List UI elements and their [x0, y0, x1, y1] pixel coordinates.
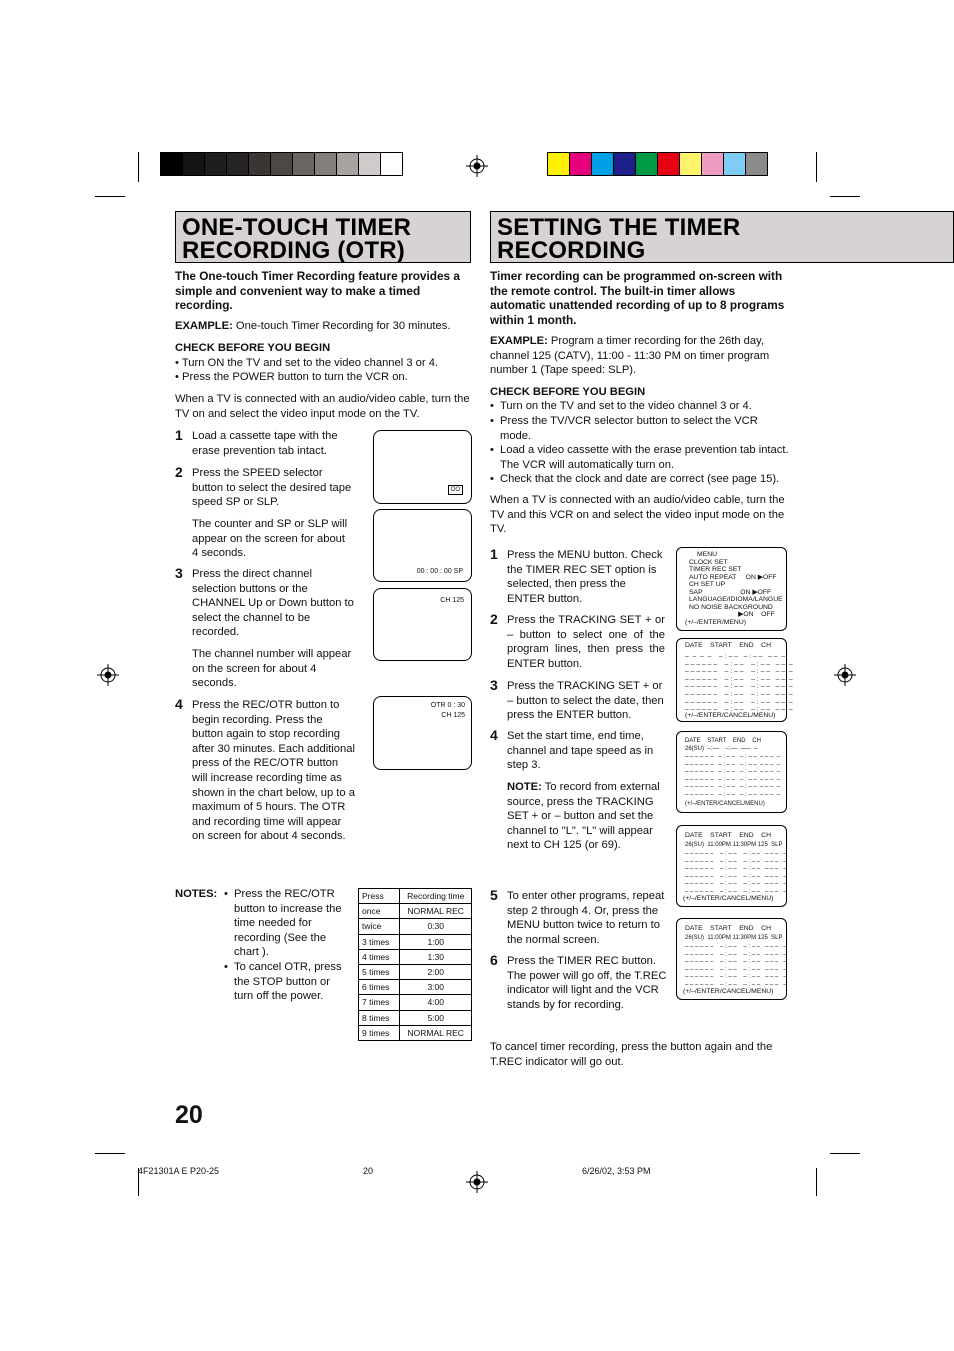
registration-mark-icon: [466, 1171, 488, 1193]
list-header: DATE START END CH: [685, 925, 771, 932]
list-footer: (+/–/ENTER/CANCEL/MENU): [683, 895, 774, 902]
crop-mark: [816, 152, 817, 182]
color-swatch: [658, 153, 680, 175]
crop-mark: [138, 152, 139, 182]
color-swatch: [636, 153, 658, 175]
step-number: 4: [175, 696, 183, 712]
menu-title: MENU: [697, 551, 718, 558]
gray-swatch: [315, 153, 337, 175]
list-header: DATE START END CH: [685, 738, 761, 744]
otr-title-line1: ONE-TOUCH TIMER: [182, 214, 412, 241]
otr-av-note: When a TV is connected with an audio/video cable, turn the TV on and select the video input mode on the TV.: [175, 393, 470, 420]
timer-check-item: • Press the TV/VCR selector button to select the VCR mode.: [490, 415, 758, 442]
otr-example: EXAMPLE: One-touch Timer Recording for 30 minutes.: [175, 320, 451, 332]
list-row: 26(SU) 11:00PM 11:30PM 125 SLP: [685, 935, 783, 941]
gray-swatch: [381, 153, 402, 175]
color-swatch: [702, 153, 724, 175]
timer-example: EXAMPLE: Program a timer recording for the 26th day, channel 125 (CATV), 11:00 - 11:30 PM on timer program number 1 (Tape speed: SLP).: [490, 335, 770, 377]
tv-screen-timer-list-3: [676, 731, 787, 813]
table-row: twice 0:30: [359, 919, 472, 934]
step-number: 1: [175, 427, 183, 443]
color-bar: [547, 152, 768, 176]
menu-footer: (+/–/ENTER/MENU): [685, 619, 746, 626]
gray-swatch: [271, 153, 293, 175]
timer-step-6: Press the TIMER REC button. The power will go off, the T.REC indicator will light and the VCR stands by for recording.: [507, 955, 667, 1011]
tv-screen-channel: [373, 588, 472, 661]
gray-swatch: [249, 153, 271, 175]
timer-step-4: Set the start time, end time, channel and tape speed as in step 3.: [507, 730, 654, 772]
otr-readout: OTR 0 : 30: [430, 702, 465, 709]
crop-mark: [830, 196, 860, 197]
timer-step-3: Press the TRACKING SET + or – button to select the date, then press the ENTER button.: [507, 680, 664, 722]
list-rows: – – – – – : – – – : – – – – – – – – – – – – : – – – : – – – – – – – – – – – – : – – – : – – – – – – – – – – – – : – – – : – – – – – – – – – – – – : – – – : – – – – – – – – – – – – : – – – : – – – – – – – – – – – – : – – – : – – – – – – – – – – – – : – – – : – – – – –: [685, 653, 793, 714]
step-number: 3: [175, 565, 183, 581]
timer-title-line2: RECORDING: [497, 237, 646, 264]
otr-step-3-note: The channel number will appear on the screen for about 4 seconds.: [192, 648, 352, 690]
timer-av-note: When a TV is connected with an audio/video cable, turn the TV and this VCR on and select the video input mode on the TV.: [490, 494, 785, 536]
menu-item: CLOCK SET: [689, 559, 728, 566]
color-swatch: [724, 153, 746, 175]
otr-chart-table: [358, 888, 472, 1041]
table-row: 6 times 3:00: [359, 980, 472, 995]
gray-swatch: [227, 153, 249, 175]
step-number: 5: [490, 887, 498, 903]
footer-date: 6/26/02, 3:53 PM: [582, 1166, 651, 1176]
table-row: once NORMAL REC: [359, 904, 472, 919]
timer-step-5: To enter other programs, repeat step 2 through 4. Or, press the MENU button twice to return to the normal screen.: [507, 890, 665, 946]
table-row: 4 times 1:30: [359, 949, 472, 964]
step-number: 2: [175, 464, 183, 480]
tv-screen-otr: [373, 696, 472, 770]
table-row: 7 times 4:00: [359, 995, 472, 1010]
timer-note: NOTE: To record from external source, press the TRACKING SET + or – button and set the channel to "L". "L" will appear next to CH 125 (or 69).: [507, 781, 660, 852]
timer-check-heading: CHECK BEFORE YOU BEGIN: [490, 386, 646, 398]
timer-intro: Timer recording can be programmed on-screen with the remote control. The built-in timer allows automatic unattended recording of up to 8 programs within 1 month.: [490, 269, 785, 327]
timer-title-line1: SETTING THE TIMER: [497, 214, 741, 241]
color-swatch: [680, 153, 702, 175]
note-item: • To cancel OTR, press the STOP button or turn off the power.: [224, 961, 342, 1003]
tv-screen-counter: [373, 509, 472, 582]
color-swatch: [548, 153, 570, 175]
gray-swatch: [359, 153, 381, 175]
tv-screen-timer-list-4: [676, 825, 787, 907]
footer-file: 4F21301A E P20-25: [138, 1166, 220, 1176]
timer-cancel-note: To cancel timer recording, press the button again and the T.REC indicator will go out.: [490, 1041, 773, 1068]
step-number: 3: [490, 677, 498, 693]
otr-title-line2: RECORDING (OTR): [182, 237, 405, 264]
table-row: 8 times 5:00: [359, 1010, 472, 1025]
table-header-cell: Recording time: [400, 889, 472, 904]
step-number: 1: [490, 546, 498, 562]
color-swatch: [746, 153, 767, 175]
list-rows: – – – – – – – : – – – : – – – – – – – – – – – – – : – – – : – – – – – – – – – – – – – : – – – : – – – – – – – – – – – – – : – – – : – – – – – – – – – – – – – : – – – : – – – – – – – – – – – – – : – – – : – – – – – –: [685, 944, 787, 988]
timer-step-2: Press the TRACKING SET + or – button to select one of the program lines, then press the ENTER button.: [507, 614, 665, 670]
color-swatch: [592, 153, 614, 175]
menu-item: TIMER REC SET: [689, 566, 742, 573]
timer-check-item: • Load a video cassette with the erase prevention tab intact. The VCR will automatically turn on.: [490, 444, 789, 471]
registration-mark-icon: [834, 664, 856, 686]
menu-item: ▶ON OFF: [689, 611, 775, 618]
otr-check-item: • Press the POWER button to turn the VCR on.: [175, 371, 408, 383]
registration-mark-icon: [466, 155, 488, 177]
gray-scale-bar: [160, 152, 403, 176]
list-footer: (+/–/ENTER/CANCEL/MENU): [683, 988, 774, 995]
otr-step-4: Press the REC/OTR button to begin recording. Press the button again to stop recording after 30 minutes. Each additional press of the REC/OTR button will increase recording time as shown in the chart below, up to a maximum of 5 hours. The OTR and recording time will appear on screen for about 4 seconds.: [192, 699, 355, 843]
menu-item: SAP ON ▶OFF: [689, 589, 772, 596]
gray-swatch: [337, 153, 359, 175]
otr-step-2: Press the SPEED selector button to select the desired tape speed SP or SLP.: [192, 467, 352, 509]
cassette-icon: OO: [448, 485, 463, 495]
gray-swatch: [293, 153, 315, 175]
table-header-cell: Press: [359, 889, 400, 904]
tv-screen-timer-list-2: [676, 638, 793, 722]
timer-check-item: • Turn on the TV and set to the video channel 3 or 4.: [490, 400, 752, 412]
crop-mark: [816, 1168, 817, 1196]
footer-page: 20: [363, 1166, 374, 1176]
menu-item: CH SET UP: [689, 581, 726, 588]
list-row: 26(SU) –:–– –:–– ––– –: [685, 746, 758, 752]
tv-screen-timer-list-5: [676, 918, 787, 1000]
otr-check-item: • Turn ON the TV and set to the video channel 3 or 4.: [175, 357, 439, 369]
color-swatch: [570, 153, 592, 175]
timer-step-1: Press the MENU button. Check the TIMER REC SET option is selected, then press the ENTER button.: [507, 549, 663, 605]
otr-channel-readout: CH 125: [441, 712, 465, 719]
otr-step-3: Press the direct channel selection buttons or the CHANNEL Up or Down button to select the channel to be recorded.: [192, 568, 354, 639]
color-swatch: [614, 153, 636, 175]
menu-item: NO NOISE BACKGROUND: [689, 604, 773, 611]
step-number: 4: [490, 727, 498, 743]
list-row: 26(SU) 11:00PM 11:30PM 125 SLP: [685, 842, 783, 848]
counter-readout: 00 : 00 : 00 SP: [416, 568, 463, 575]
tv-screen-menu: [676, 547, 787, 631]
timer-title-box: [490, 211, 954, 263]
otr-title-box: [175, 211, 471, 263]
otr-check-heading: CHECK BEFORE YOU BEGIN: [175, 342, 331, 354]
list-rows: – – – – – – – : – – – : – – – – – – – – – – – – – : – – – : – – – – – – – – – – – – – : – – – : – – – – – – – – – – – – – : – – – : – – – – – – – – – – – – – : – – – : – – – – – – – – – – – – – : – – – : – – – – – –: [685, 851, 787, 895]
channel-readout: CH 125: [440, 597, 464, 604]
list-footer: (+/–/ENTER/CANCEL/MENU): [685, 801, 765, 807]
registration-mark-icon: [97, 664, 119, 686]
notes-label: NOTES:: [175, 888, 218, 900]
menu-item: AUTO REPEAT ON ▶OFF: [689, 574, 777, 581]
table-row: 5 times 2:00: [359, 964, 472, 979]
otr-intro: The One-touch Timer Recording feature provides a simple and convenient way to make a timed recording.: [175, 269, 460, 313]
step-number: 2: [490, 611, 498, 627]
table-row: 3 times 1:00: [359, 934, 472, 949]
otr-step-1: Load a cassette tape with the erase prevention tab intact.: [192, 430, 338, 457]
timer-check-item: • Check that the clock and date are correct (see page 15).: [490, 473, 780, 485]
step-number: 6: [490, 952, 498, 968]
list-header: DATE START END CH: [685, 832, 771, 839]
menu-item: LANGUAGE/IDIOMA/LANGUE: [689, 596, 783, 603]
page-number: 20: [175, 1101, 203, 1129]
tv-screen-cassette: [373, 430, 472, 504]
list-header: DATE START END CH: [685, 642, 771, 649]
list-rows: – – – – – – – : – – – : – – – – – – – – – – – – – : – – – : – – – – – – – – – – – – – : – – – : – – – – – – – – – – – – – : – – – : – – – – – – – – – – – – – : – – – : – – – – – – – – – – – – – : – – – : – – – – – –: [685, 754, 781, 798]
gray-swatch: [205, 153, 227, 175]
gray-swatch: [183, 153, 205, 175]
table-row: 9 times NORMAL REC: [359, 1025, 472, 1040]
crop-mark: [95, 196, 125, 197]
table-header-row: [359, 889, 472, 904]
otr-step-2-note: The counter and SP or SLP will appear on the screen for about 4 seconds.: [192, 518, 348, 560]
gray-swatch: [161, 153, 183, 175]
crop-mark: [95, 1153, 125, 1154]
note-item: • Press the REC/OTR button to increase the time needed for recording (See the chart ).: [224, 888, 342, 959]
list-footer: (+/–/ENTER/CANCEL/MENU): [685, 712, 776, 719]
crop-mark: [830, 1153, 860, 1154]
